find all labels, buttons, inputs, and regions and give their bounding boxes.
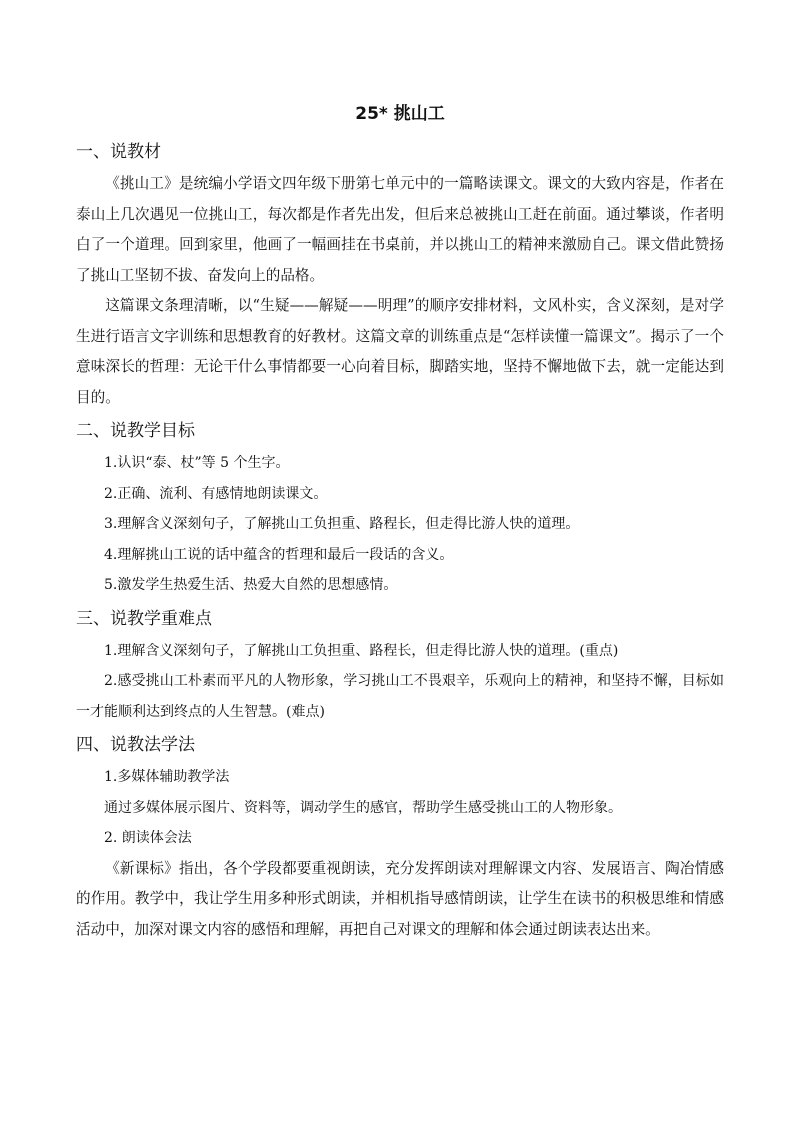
document-page bbox=[76, 100, 724, 947]
paragraph: 《新课标》指出，各个学段都要重视朗读，充分发挥朗读对理解课文内容、发展语言、陶冶情感的作用。教学中，我让学生用多种形式朗读，并相机指导感情朗读，让学生在读书的积极思维和情感活动中，加深对课文内容的感悟和理解，再把自己对课文的理解和体会通过朗读表达出来。 bbox=[76, 859, 724, 938]
section-objectives bbox=[76, 417, 724, 601]
list-item: 1.认识“泰、杖”等 5 个生字。 bbox=[104, 455, 290, 471]
list-item: 通过多媒体展示图片、资料等，调动学生的感官，帮助学生感受挑山工的人物形象。 bbox=[104, 799, 622, 816]
list-item: 1.多媒体辅助教学法 bbox=[104, 769, 230, 785]
section-heading: 二、说教学目标 bbox=[76, 421, 195, 441]
section-heading: 三、说教学重难点 bbox=[76, 608, 212, 629]
list-item: 2.正确、流利、有感情地朗读课文。 bbox=[104, 485, 328, 502]
list-item: 4.理解挑山工说的话中蕴含的哲理和最后一段话的含义。 bbox=[104, 546, 454, 563]
paragraph: 《挑山工》是统编小学语文四年级下册第七单元中的一篇略读课文。课文的大致内容是，作者在泰山上几次遇见一位挑山工，每次都是作者先出发，但后来总被挑山工赶在前面。通过攀谈，作者明白了一个道理。回到家里，他画了一幅画挂在书桌前，并以挑山工的精神来激励自己。课文借此赞扬了挑山工坚韧不拔、奋发向上的品格。 bbox=[76, 175, 724, 284]
paragraph: 这篇课文条理清晰，以“生疑——解疑——明理”的顺序安排材料，文风朴实，含义深刻，是对学生进行语言文字训练和思想教育的好教材。这篇文章的训练重点是“怎样读懂一篇课文”。揭示了一个意味深长的哲理：无论干什么事情都要一心向着目标，脚踏实地，坚持不懈地做下去，就一定能达到目的。 bbox=[76, 297, 724, 406]
section-textbook bbox=[76, 138, 724, 413]
section-key-points bbox=[76, 605, 724, 728]
section-heading: 四、说教法学法 bbox=[76, 735, 195, 755]
section-heading: 一、说教材 bbox=[76, 142, 161, 162]
list-item: 5.激发学生热爱生活、热爱大自然的思想感情。 bbox=[104, 577, 398, 593]
list-item: 3.理解含义深刻句子，了解挑山工负担重、路程长，但走得比游人快的道理。 bbox=[104, 516, 580, 532]
list-item: 1.理解含义深刻句子，了解挑山工负担重、路程长，但走得比游人快的道理。(重点) bbox=[104, 642, 619, 659]
section-methods bbox=[76, 731, 724, 945]
list-item: 2.感受挑山工朴素而平凡的人物形象，学习挑山工不畏艰辛，乐观向上的精神，和坚持不懈，目标如一才能顺利达到终点的人生智慧。(难点) bbox=[76, 673, 724, 720]
document-title: 25* 挑山工 bbox=[355, 104, 445, 124]
list-item: 2. 朗读体会法 bbox=[104, 830, 192, 846]
